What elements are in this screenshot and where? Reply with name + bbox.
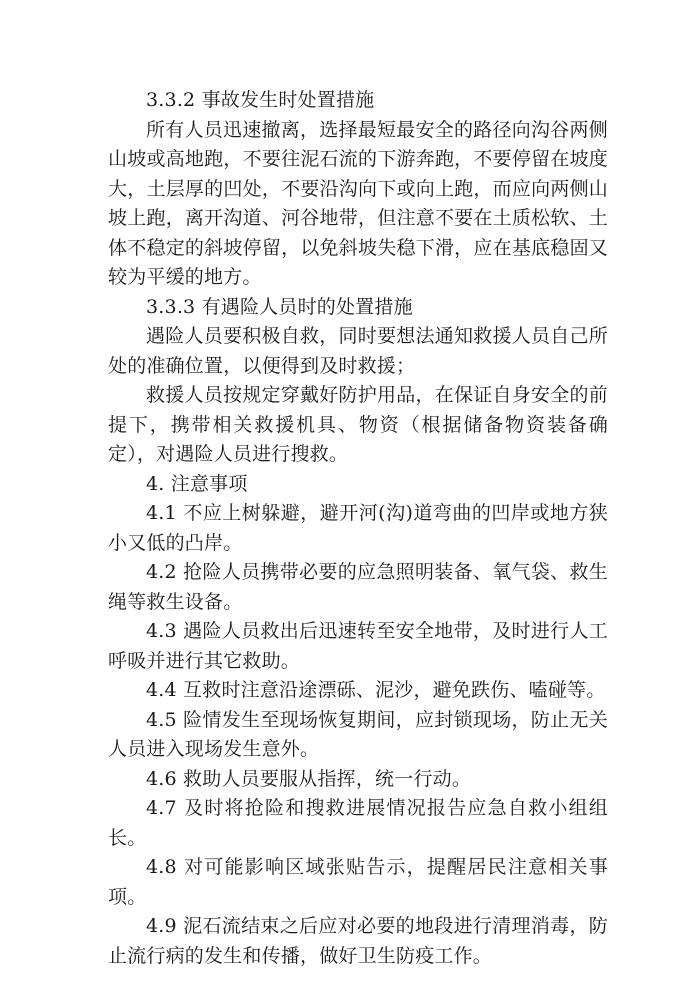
item-4-1: 4.1 不应上树躲避，避开河(沟)道弯曲的凹岸或地方狭小又低的凸岸。 xyxy=(108,502,608,554)
item-4-8: 4.8 对可能影响区域张贴告示，提醒居民注意相关事项。 xyxy=(108,856,608,908)
section-heading-3-3-3: 3.3.3 有遇险人员时的处置措施 xyxy=(146,295,413,318)
paragraph-evacuation: 所有人员迅速撤离，选择最短最安全的路径向沟谷两侧山坡或高地跑，不要往泥石流的下游奔跑，不要停留在坡度大，土层厚的凹处，不要沿沟向下或向上跑，而应向两侧山坡上跑，离开沟道、河谷地带，但注意不要在土质松软、土体不稳定的斜坡停留，以免斜坡失稳下滑，应在基底稳固又较为平缓的地方。 xyxy=(108,118,608,288)
item-4-6: 4.6 救助人员要服从指挥，统一行动。 xyxy=(146,767,472,790)
item-4-4: 4.4 互救时注意沿途漂砾、泥沙，避免跌伤、嗑碰等。 xyxy=(146,679,606,701)
item-4-5: 4.5 险情发生至现场恢复期间，应封锁现场，防止无关人员进入现场发生意外。 xyxy=(108,708,608,760)
paragraph-self-rescue: 遇险人员要积极自救，同时要想法通知救援人员自己所处的准确位置，以便得到及时救援； xyxy=(108,325,608,377)
item-4-3: 4.3 遇险人员救出后迅速转至安全地带，及时进行人工呼吸并进行其它救助。 xyxy=(108,620,608,672)
section-heading-3-3-2: 3.3.2 事故发生时处置措施 xyxy=(146,89,375,111)
item-4-7: 4.7 及时将抢险和搜救进展情况报告应急自救小组组长。 xyxy=(108,797,608,849)
document-page xyxy=(108,86,608,971)
paragraph-rescuers: 救援人员按规定穿戴好防护用品，在保证自身安全的前提下，携带相关救援机具、物资（根据储备物资装备确定），对遇险人员进行搜救。 xyxy=(108,384,608,465)
item-4-2: 4.2 抢险人员携带必要的应急照明装备、氧气袋、救生绳等救生设备。 xyxy=(108,561,608,613)
item-4-9: 4.9 泥石流结束之后应对必要的地段进行清理消毒，防止流行病的发生和传播，做好卫生防疫工作。 xyxy=(108,915,608,967)
section-heading-4: 4. 注意事项 xyxy=(146,472,248,495)
